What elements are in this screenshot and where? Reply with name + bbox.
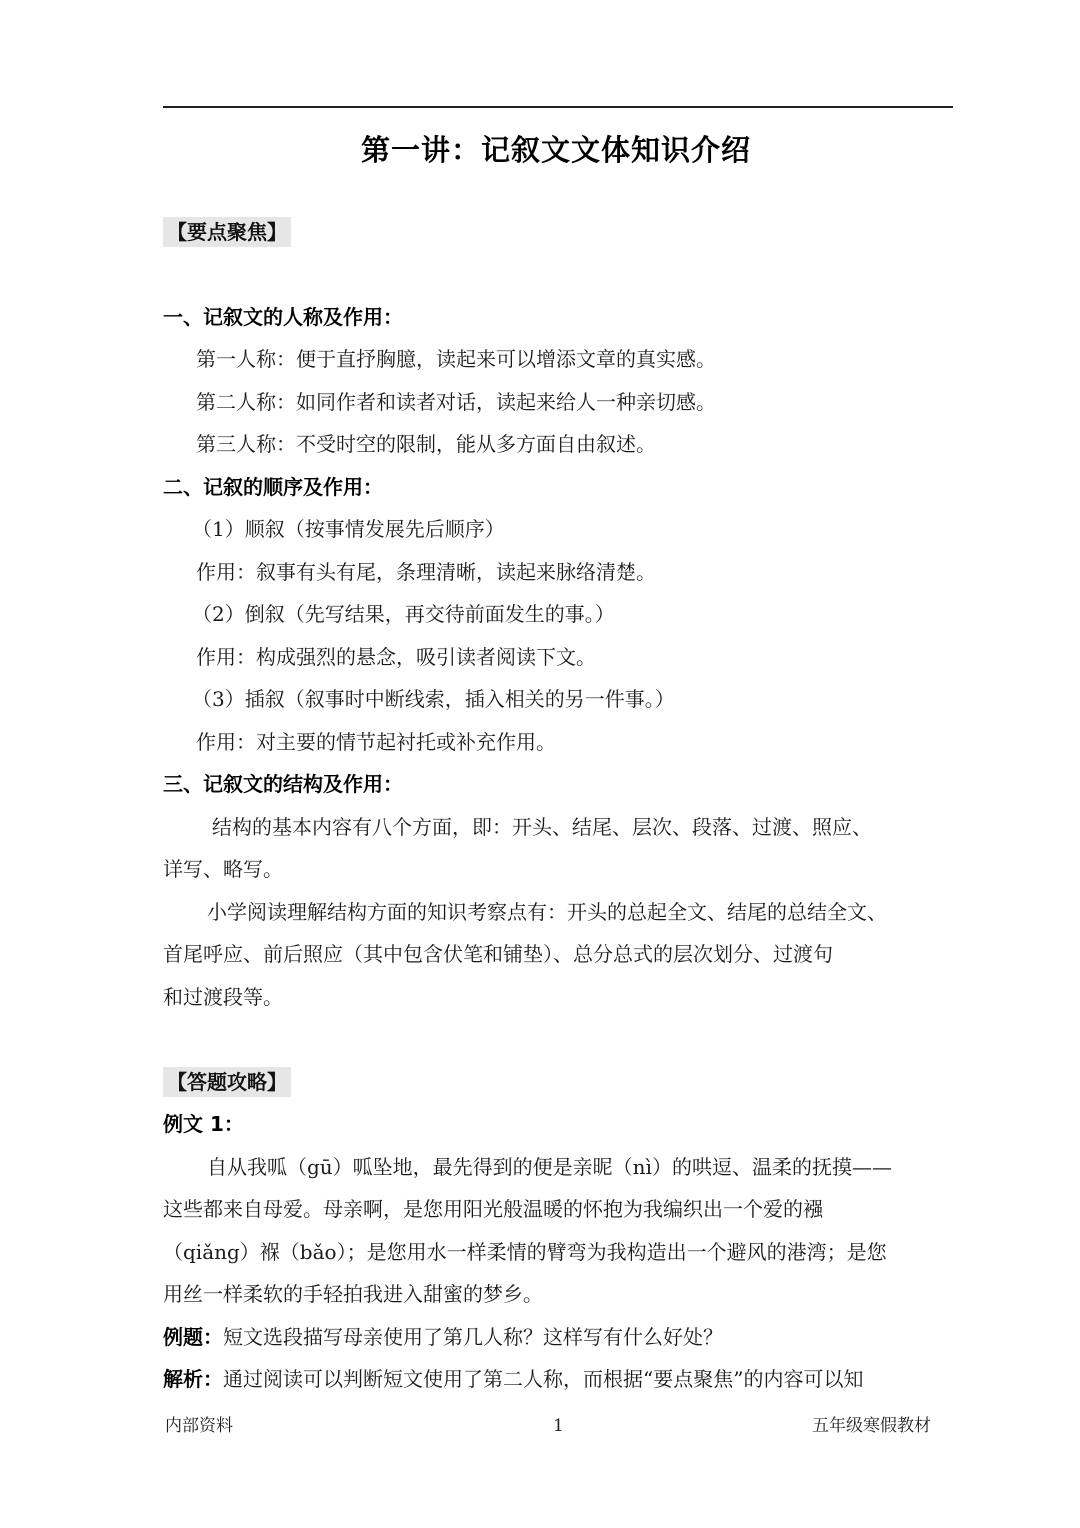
- text-structure-1b: 详写、略写。: [163, 857, 283, 881]
- section-tag-strategy: 【答题攻略】: [163, 1067, 291, 1097]
- text-structure-1a: 结构的基本内容有八个方面，即：开头、结尾、层次、段落、过渡、照应、: [212, 815, 872, 839]
- example-text-1: 自从我呱（gū）呱坠地，最先得到的便是亲昵（nì）的哄逗、温柔的抚摸——: [207, 1155, 892, 1179]
- text-structure-2b: 首尾呼应、前后照应（其中包含伏笔和铺垫）、总分总式的层次划分、过渡句: [163, 942, 833, 966]
- text-structure-2c: 和过渡段等。: [163, 985, 283, 1009]
- example-text-4: 用丝一样柔软的手轻拍我进入甜蜜的梦乡。: [163, 1282, 543, 1306]
- analysis-label: 解析：: [163, 1367, 223, 1391]
- text-order-3: （3）插叙（叙事时中断线索，插入相关的另一件事。）: [192, 687, 675, 711]
- footer-right: 五年级寒假教材: [812, 1416, 931, 1436]
- analysis-line: [163, 1364, 863, 1394]
- text-order-2-effect: 作用：构成强烈的悬念，吸引读者阅读下文。: [196, 645, 596, 669]
- text-order-2: （2）倒叙（先写结果，再交待前面发生的事。）: [192, 602, 615, 626]
- example-label: 例文 1：: [163, 1112, 244, 1136]
- page-title: 第一讲：记叙文文体知识介绍: [360, 133, 751, 167]
- header-rule: [163, 106, 953, 108]
- footer-left: 内部资料: [165, 1416, 233, 1436]
- text-order-1: （1）顺叙（按事情发展先后顺序）: [192, 517, 505, 541]
- heading-structure: 三、记叙文的结构及作用：: [163, 772, 403, 796]
- heading-person: 一、记叙文的人称及作用：: [163, 305, 403, 329]
- heading-order: 二、记叙的顺序及作用：: [163, 475, 383, 499]
- text-third-person: 第三人称：不受时空的限制，能从多方面自由叙述。: [196, 432, 656, 456]
- question-line: [163, 1322, 723, 1352]
- text-first-person: 第一人称：便于直抒胸臆，读起来可以增添文章的真实感。: [196, 347, 716, 371]
- example-text-2: 这些都来自母爱。母亲啊，是您用阳光般温暖的怀抱为我编织出一个爱的襁: [163, 1197, 823, 1221]
- example-text-3: （qiǎng）褓（bǎo）；是您用水一样柔情的臂弯为我构造出一个避风的港湾；是您: [163, 1240, 887, 1264]
- analysis-text: 通过阅读可以判断短文使用了第二人称，而根据“要点聚焦”的内容可以知: [223, 1367, 864, 1391]
- question-label: 例题：: [163, 1325, 223, 1349]
- footer-page-number: 1: [553, 1416, 564, 1436]
- question-text: 短文选段描写母亲使用了第几人称？这样写有什么好处？: [223, 1325, 723, 1349]
- section-tag-focus: 【要点聚焦】: [163, 217, 291, 247]
- text-structure-2a: 小学阅读理解结构方面的知识考察点有：开头的总起全文、结尾的总结全文、: [207, 900, 887, 924]
- text-second-person: 第二人称：如同作者和读者对话，读起来给人一种亲切感。: [196, 390, 716, 414]
- text-order-1-effect: 作用：叙事有头有尾，条理清晰，读起来脉络清楚。: [196, 560, 656, 584]
- text-order-3-effect: 作用：对主要的情节起衬托或补充作用。: [196, 730, 556, 754]
